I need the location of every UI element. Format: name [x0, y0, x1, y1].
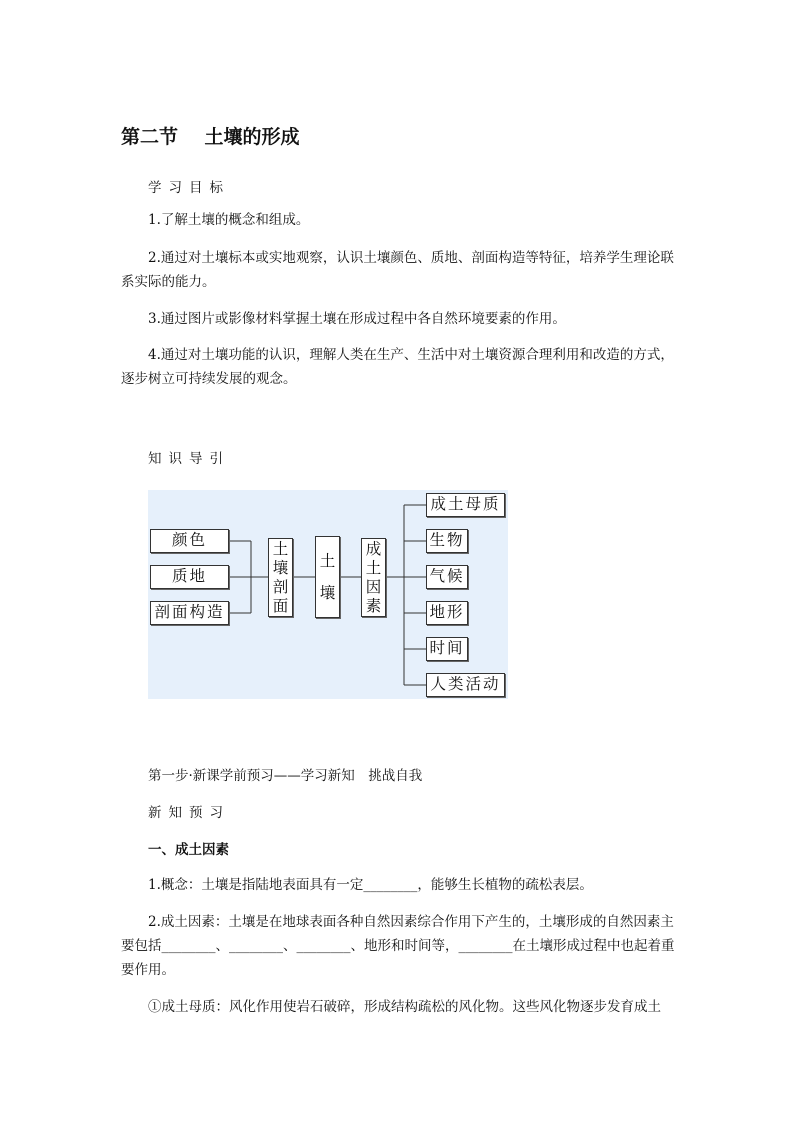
diagram-box-human-activity: 人类活动: [426, 673, 505, 697]
diagram-box-time: 时间: [426, 637, 468, 661]
parent-material-paragraph: ①成土母质：风化作用使岩石破碎，形成结构疏松的风化物。这些风化物逐步发育成土: [148, 999, 661, 1015]
concept-paragraph: 1.概念：土壤是指陆地表面具有一定________，能够生长植物的疏松表层。: [148, 877, 593, 893]
diagram-box-soil-forming-factors: 成 土 因 素: [361, 538, 386, 617]
objectives-list: [121, 208, 675, 391]
page-title: 第二节 土壤的形成: [121, 126, 300, 148]
step-heading: 第一步·新课学前预习——学习新知 挑战自我: [148, 768, 423, 784]
objective-item: 1.了解土壤的概念和组成。: [148, 212, 310, 228]
guide-heading: 知识导引: [148, 451, 230, 467]
section-heading: 一、成土因素: [148, 842, 229, 858]
diagram-box-biology: 生物: [426, 529, 468, 553]
diagram-box-climate: 气候: [426, 565, 468, 589]
factors-paragraph: 2.成土因素：土壤是在地球表面各种自然因素综合作用下产生的，土壤形成的自然因素主要包括________、________、________、地形和时间等，________在土壤形成过程中也起着重要作用。: [121, 914, 675, 978]
diagram-box-texture: 质地: [150, 565, 229, 589]
objective-item: 3.通过图片或影像材料掌握土壤在形成过程中各自然环境要素的作用。: [148, 311, 566, 327]
section-body: [121, 873, 675, 1019]
diagram-box-terrain: 地形: [426, 601, 468, 625]
diagram-box-profile-structure: 剖面构造: [150, 601, 229, 625]
diagram-box-parent-material: 成土母质: [426, 493, 505, 517]
diagram-box-soil-profile: 土 壤 剖 面: [268, 538, 293, 617]
objective-item: 2.通过对土壤标本或实地观察，认识土壤颜色、质地、剖面构造等特征，培养学生理论联系实际的能力。: [121, 250, 674, 290]
objectives-heading: 学习目标: [148, 180, 230, 196]
objective-item: 4.通过对土壤功能的认识，理解人类在生产、生活中对土壤资源合理利用和改造的方式，逐步树立可持续发展的观念。: [121, 347, 674, 387]
diagram-box-color: 颜色: [150, 529, 229, 553]
diagram-box-soil: 土 壤: [315, 536, 340, 618]
preview-heading: 新知预习: [148, 805, 230, 821]
knowledge-diagram: [148, 490, 508, 699]
